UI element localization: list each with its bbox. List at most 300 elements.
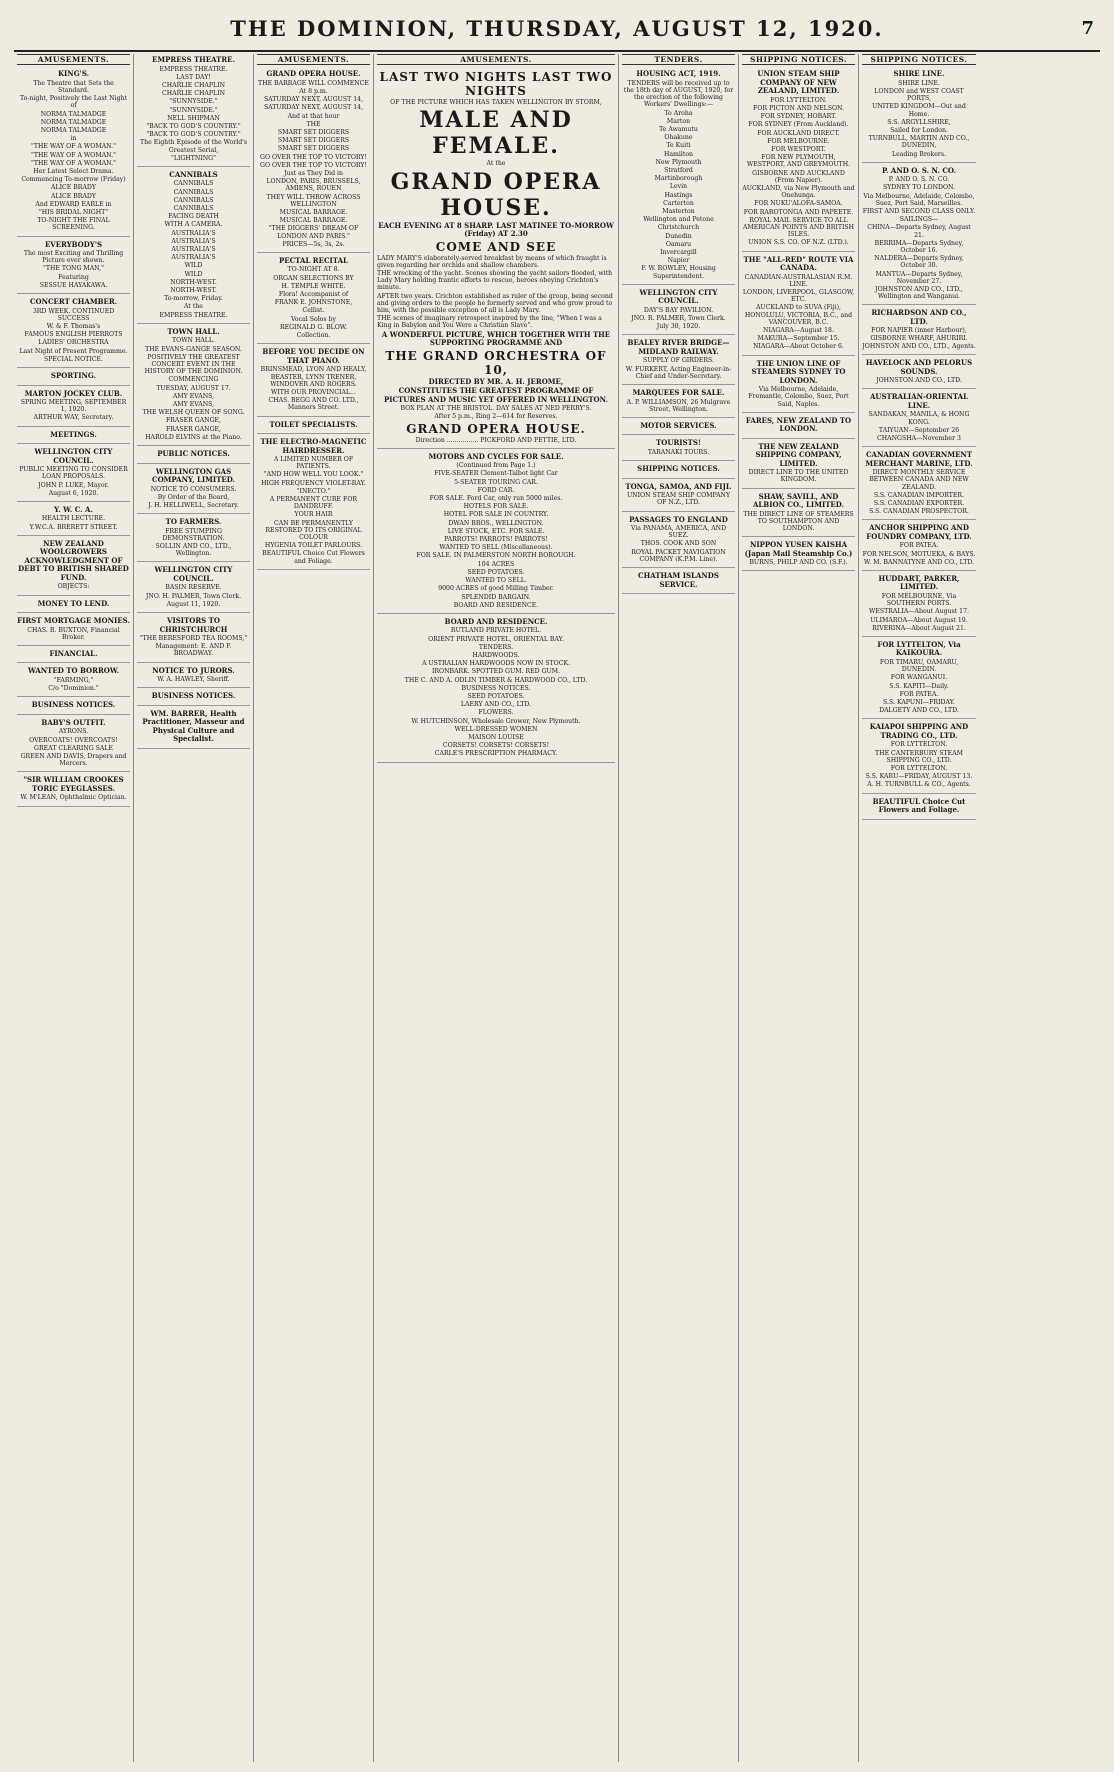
ad-line: JNO. R. PALMER, Town Clerk.	[631, 314, 726, 322]
ad-paragraph: AFTER two years. Crichton established as ruler of the group, being second and giving orders to the people he formerly served and who grow proud to him, with the possible exception of all is Lady Mary.	[377, 292, 613, 315]
ad-line: AUSTRALIA'S	[171, 237, 216, 245]
ad-line: CORSETS! CORSETS! CORSETS!	[442, 742, 550, 750]
ad-line: AUSTRALIA'S	[171, 246, 216, 254]
ad-line: GO OVER THE TOP TO VICTORY!	[260, 153, 367, 161]
advertisement	[622, 481, 735, 512]
ad-heading: TOILET SPECIALISTS.	[269, 419, 358, 429]
ad-line: GISBORNE AND AUCKLAND (From Napier).	[752, 169, 845, 184]
ad-heading: SHAW, SAVILL, AND ALBION CO., LIMITED.	[752, 491, 845, 510]
ad-line: After 5 p.m., Ring 2—614 for Reserves.	[434, 413, 558, 421]
ad-heading: NIPPON YUSEN KAISHA (Japan Mail Steamship Co.)	[744, 540, 853, 558]
ad-line: SANDAKAN, MANILA, & HONG KONG.	[868, 411, 970, 426]
advertisement	[257, 419, 370, 435]
ad-heading: WELLINGTON CITY COUNCIL.	[154, 565, 233, 583]
ad-line: Hamilton	[663, 150, 694, 158]
ad-heading: EVERYBODY'S	[44, 239, 103, 249]
ad-line: To-night, Positively the Last Night of	[20, 95, 127, 110]
advertisement	[862, 522, 976, 571]
advertisement	[17, 239, 130, 295]
ad-line: 5-SEATER TOURING CAR.	[454, 478, 538, 486]
ad-heading: GRAND OPERA HOUSE.	[266, 69, 361, 79]
advertisement	[862, 573, 976, 637]
ad-heading: THE ELECTRO-MAGNETIC HAIRDRESSER.	[260, 437, 367, 455]
ad-line: CHARLIE CHAPLIN	[161, 90, 226, 98]
advertisement	[17, 699, 130, 715]
ad-line: "HIS BRIDAL NIGHT"	[38, 208, 109, 216]
ad-line: W. FURKERT, Acting Engineer-in-Chief and Under-Secretary.	[625, 365, 732, 380]
ad-line: Napier	[667, 257, 690, 265]
ad-line: NORMA TALMADGE	[40, 118, 107, 126]
showtimes: EACH EVENING AT 8 SHARP. LAST MATINEE TO-MORROW (Friday) AT 2.30	[378, 220, 614, 239]
advertisement	[622, 337, 735, 385]
section-heading: AMUSEMENTS.	[17, 54, 130, 65]
advertisement	[17, 598, 130, 614]
ad-line: SPLENDID BARGAIN.	[461, 593, 531, 601]
ad-line: Featuring	[58, 273, 89, 281]
ad-line: FOR LYTTELTON.	[890, 741, 948, 749]
ad-line: SMART SET DIGGERS	[277, 128, 350, 136]
ad-line: Marton	[666, 117, 691, 125]
ad-line: At the	[184, 303, 203, 311]
ad-line: FOR MELBOURNE, Via SOUTHERN PORTS.	[881, 592, 957, 608]
column-6	[739, 54, 859, 1762]
ad-line: FOR SALE. IN PALMERSTON NORTH BOROUGH.	[416, 552, 576, 560]
ad-line: ORGAN SELECTIONS BY	[273, 274, 354, 282]
section-heading: SHIPPING NOTICES.	[862, 54, 976, 65]
ad-line: Hastings	[664, 191, 693, 199]
advertisement	[17, 429, 130, 445]
ad-line: SEED POTATOES.	[467, 568, 525, 576]
ad-line: DAY'S BAY PAVILION.	[643, 306, 714, 314]
ad-line: HIGH FREQUENCY VIOLET-RAY.	[261, 479, 366, 487]
ad-line: Levin	[669, 183, 688, 191]
ad-line: The most Exciting and Thrilling Picture ever shown.	[23, 250, 124, 265]
ad-line: UNITED KINGDOM—Out and Home.	[872, 103, 966, 118]
ad-line: CANNIBALS	[173, 188, 214, 196]
ad-heading: FOR LYTTELTON, Via KAIKOURA.	[877, 639, 961, 658]
ad-line: "BACK TO GOD'S COUNTRY."	[146, 122, 241, 130]
advertisement	[862, 639, 976, 719]
ad-line: WANTED TO SELL.	[465, 577, 527, 585]
call-to-action: COME AND SEE	[435, 239, 557, 254]
ad-line: LONDON, PARIS, BRUSSELS, AMIENS, ROUEN	[266, 178, 361, 193]
ad-heading: EMPRESS THEATRE.	[152, 55, 235, 64]
ad-line: FOR LYTTELTON.	[770, 96, 827, 104]
advertisement	[622, 420, 735, 436]
ad-line: (Continued from Page 1.)	[456, 462, 536, 470]
ad-line: FOR SALE. Ford Car, only run 5000 miles.	[429, 495, 563, 503]
ad-line: HAROLD ELVINS at the Piano.	[145, 433, 242, 441]
ad-line: BASIN RESERVE.	[165, 584, 222, 592]
ad-heading: PUBLIC NOTICES.	[157, 449, 230, 459]
ad-paragraph: THE scenes of imaginary retrospect inspired by the line, "When I was a King in Babylon and You Were a Christian Slave".	[377, 315, 602, 330]
ad-heading: WM. BARRER, Health Practitioner, Masseur and Physical Culture and Specialist.	[142, 708, 245, 744]
ad-line: NORMA TALMADGE	[40, 110, 107, 118]
ad-line: FOR NAPIER (inner Harbour), GISBORNE WHARF, AHURIRI.	[870, 327, 968, 342]
ad-line: New Plymouth	[655, 158, 702, 166]
ad-heading: P. AND O. S. N. CO.	[881, 165, 957, 175]
ad-line: "THE DIGGERS' DREAM OF LONDON AND PARIS."	[268, 225, 359, 240]
section-heading: AMUSEMENTS.	[377, 54, 615, 65]
page-number: 7	[1081, 18, 1094, 39]
ad-line: FOR LYTTELTON.	[890, 764, 948, 772]
ad-line: SESSUE HAYAKAWA.	[39, 281, 108, 289]
ad-line: W. A. HAWLEY, Sheriff.	[157, 676, 230, 684]
ad-line: GREAT CLEARING SALE	[34, 744, 113, 752]
ad-line: PUBLIC MEETING TO CONSIDER LOAN PROPOSALS.	[19, 466, 128, 481]
ad-heading: TO FARMERS.	[165, 517, 222, 527]
ad-line: FOR PATEA.	[899, 690, 939, 698]
advertisement	[742, 415, 855, 439]
ad-line: And at that hour	[287, 112, 340, 120]
ad-line: RUTLAND PRIVATE HOTEL.	[450, 627, 542, 635]
ad-line: ROYAL MAIL SERVICE TO ALL AMERICAN POINTS AND BRITISH ISLES.	[742, 216, 855, 239]
ad-line: Y.W.C.A. BRERETT STREET.	[29, 523, 118, 531]
ad-heading: TOWN HALL.	[167, 326, 220, 336]
ad-line: A LIMITED NUMBER OF PATIENTS.	[273, 456, 354, 471]
ad-heading: MOTORS AND CYCLES FOR SALE.	[428, 451, 564, 461]
ad-line: "THE TONG MAN,"	[42, 265, 104, 273]
advertisement	[622, 514, 735, 569]
ad-line: MUSICAL BARRAGE.	[279, 217, 348, 225]
ad-line: DIRECT LINE TO THE UNITED KINGDOM.	[748, 469, 849, 484]
ad-line: THE DIRECT LINE OF STEAMERS TO SOUTHAMPTON AND LONDON.	[743, 510, 854, 533]
advertisement	[257, 255, 370, 344]
ad-subtitle: OF THE PICTURE WHICH HAS TAKEN WELLINGTON BY STORM,	[390, 99, 602, 107]
newspaper-columns	[14, 54, 1100, 1762]
ad-line: NORTH-WEST.	[170, 287, 217, 295]
ad-line: MAKURA—September 15.	[757, 335, 840, 343]
advertisement	[742, 358, 855, 413]
ad-line: in	[70, 135, 77, 143]
ad-line: OVERCOATS! OVERCOATS!	[29, 736, 118, 744]
ad-line: BURNS, PHILP AND CO. (S.F.).	[749, 559, 848, 567]
advertisement	[137, 708, 250, 749]
ad-heading: FINANCIAL.	[49, 648, 98, 658]
ad-line: SPRING MEETING, SEPTEMBER 1, 1920.	[20, 399, 127, 414]
ad-line: GREEN AND DAVIS, Drapers and Mercers.	[20, 752, 127, 768]
ad-line: "THE WAY OF A WOMAN."	[30, 159, 116, 167]
ad-line: DALGETY AND CO., LTD.	[879, 707, 959, 715]
column-4	[374, 54, 619, 1762]
advertisement	[742, 68, 855, 251]
ad-heading: WANTED TO BORROW.	[27, 666, 120, 676]
advertisement	[17, 538, 130, 596]
ad-heading: MOTOR SERVICES.	[640, 420, 717, 430]
advertisement	[622, 463, 735, 479]
ad-line: July 30, 1920.	[656, 323, 701, 331]
ad-line: TURNBULL, MARTIN AND CO., DUNEDIN,	[868, 135, 970, 150]
ad-line: Just as They Did in	[284, 169, 343, 177]
ad-line: Dunedin	[665, 232, 692, 240]
ad-line: THE C. AND A. ODLIN TIMBER & HARDWOOD CO., LTD.	[404, 676, 588, 684]
ad-heading: THE "ALL-RED" ROUTE VIA CANADA.	[743, 254, 854, 273]
ad-line: TOWN HALL.	[172, 337, 215, 345]
advertisement	[17, 446, 130, 502]
ad-line: FOR NEW PLYMOUTH, WESTPORT, AND GREYMOUTH.	[746, 154, 851, 169]
ad-line: Via Melbourne, Adelaide, Fremantle, Colombo, Suez, Port Said, Naples.	[748, 386, 849, 408]
ad-heading: BUSINESS NOTICES.	[151, 691, 236, 701]
ad-line: SEED POTATOES.	[467, 693, 525, 701]
column-7	[859, 54, 979, 1762]
ad-heading: KING'S.	[57, 69, 90, 79]
ad-line: MUSICAL BARRAGE.	[279, 208, 348, 216]
ad-heading: SHIRE LINE.	[893, 69, 945, 79]
ad-line: FOR NUKU'ALOFA-SAMOA.	[754, 200, 843, 208]
ad-line: "THE WAY OF A WOMAN."	[30, 151, 116, 159]
advertisement	[862, 796, 976, 820]
ad-line: ARTHUR WAY, Secretary.	[33, 414, 114, 422]
ad-line: SMART SET DIGGERS	[277, 145, 350, 153]
ad-line: Carterton	[663, 199, 694, 207]
advertisement	[742, 491, 855, 538]
ad-line: Masterton	[662, 207, 695, 215]
ad-heading: SHIPPING NOTICES.	[637, 464, 720, 474]
ad-line: SHIRE LINE.	[898, 79, 940, 87]
ad-line: Collection.	[296, 332, 331, 340]
ad-line: By Order of the Board,	[157, 493, 230, 501]
ad-heading: MEETINGS.	[50, 429, 97, 439]
ad-heading: HUDDART, PARKER, LIMITED.	[878, 573, 960, 592]
ad-heading: FIRST MORTGAGE MONIES.	[17, 616, 130, 626]
ad-line: SYDNEY TO LONDON.	[882, 184, 956, 192]
ad-heading: MARQUEES FOR SALE.	[632, 388, 725, 397]
ad-line: SMART SET DIGGERS	[277, 137, 350, 145]
advertisement	[742, 539, 855, 571]
advertisement	[137, 54, 250, 167]
ad-line: Flora! Accompanist of	[278, 291, 349, 299]
ad-line: S.S. KARU—FRIDAY, AUGUST 13.	[865, 773, 973, 781]
advertisement	[862, 68, 976, 163]
ad-line: Oamaru	[665, 240, 692, 248]
advertisement	[17, 648, 130, 664]
ad-paragraph: THE wrecking of the yacht. Scenes showing the yacht sailors flooded, with Lady Mary holding frantic efforts to rescue, heroes obeying Crichton's minute.	[377, 270, 613, 292]
ad-line: TO-NIGHT THE FINAL SCREENING.	[37, 217, 110, 232]
ad-line: AUCKLAND, via New Plymouth and Onehunga.	[742, 184, 855, 200]
ad-line: GO OVER THE TOP TO VICTORY!	[260, 161, 367, 169]
ad-line: S.S. CANADIAN PROSPECTOR.	[869, 508, 969, 516]
ad-line: WESTRALIA—About August 17.	[868, 608, 970, 616]
ad-line: W. M. BANNATYNE AND CO., LTD.	[863, 558, 975, 566]
ad-line: THE CANTERBURY STEAM SHIPPING CO., LTD.	[875, 749, 963, 764]
ad-line: AMY EVANS,	[172, 392, 215, 400]
ad-line: CHINA—Departs Sydney, August 21.	[867, 224, 971, 239]
ad-line: S.S. ARGYLLSHIRE,	[887, 118, 951, 126]
ad-line: Management: E. AND F. BROADWAY.	[155, 643, 232, 658]
ad-line: P. AND O. S. N. CO.	[888, 176, 950, 184]
ad-line: SOLLIN AND CO., LTD., Wellington.	[155, 543, 232, 558]
advertisement	[622, 387, 735, 418]
ad-line: Cellist.	[302, 307, 325, 315]
ad-line: FRASER GANGE,	[165, 417, 222, 425]
section-heading: SHIPPING NOTICES.	[742, 54, 855, 65]
ad-line: Commencing To-morrow (Friday)	[21, 176, 126, 184]
ad-line: OBJECTS:	[57, 583, 90, 591]
ad-line: HOTEL FOR SALE IN COUNTRY.	[443, 511, 549, 519]
ad-heading: VISITORS TO CHRISTCHURCH	[159, 616, 228, 634]
advertisement	[17, 504, 130, 536]
ad-line: WILD	[184, 262, 203, 270]
ad-line: Wellington and Petone	[643, 216, 714, 224]
ad-line: "THE BERESFORD TEA ROOMS,"	[139, 635, 248, 643]
ad-line: CHAS. BEGG AND CO. LTD., Manners Street.	[268, 397, 359, 412]
ad-line: NELL SHIPMAN	[167, 114, 220, 122]
ad-line: HEALTH LECTURE.	[41, 515, 106, 523]
ad-line: FREE STUMPING DEMONSTRATION.	[162, 527, 225, 542]
ad-line: SATURDAY NEXT, AUGUST 14,	[263, 96, 364, 104]
ad-line: C/o "Dominion."	[48, 685, 99, 693]
ad-line: And EDWARD EARLE in	[35, 200, 112, 208]
advertisement	[137, 448, 250, 464]
ad-heading: RICHARDSON AND CO., LTD.	[871, 308, 967, 326]
ad-heading: BEAUTIFUL Choice Cut Flowers and Foliage.	[872, 796, 966, 815]
ad-heading: WELLINGTON GAS COMPANY, LIMITED.	[152, 466, 235, 485]
advertisement	[17, 615, 130, 646]
ad-line: AYRONS.	[58, 728, 89, 736]
ad-line: THE EVANS-GANGE SEASON.	[145, 345, 242, 353]
ad-line: 9000 ACRES of good Milling Timber.	[438, 585, 554, 593]
ad-heading: HOUSING ACT, 1919.	[636, 69, 721, 79]
ad-line: To Aroha	[664, 109, 693, 117]
ad-heading: AUSTRALIAN-ORIENTAL LINE.	[869, 392, 969, 410]
ad-line: BRINSMEAD, LYON AND HEALY, BEASTER, LYNN TRENER, WINDOVER AND ROGERS.	[260, 366, 367, 388]
ad-line: THEY WILL THROW ACROSS WELLINGTON	[266, 193, 361, 208]
ad-line: HYGENIA TOILET PARLOURS.	[264, 542, 363, 550]
venue-title: GRAND OPERA HOUSE.	[390, 168, 602, 221]
ad-line: LONDON and WEST COAST PORTS,	[874, 87, 964, 103]
section-heading: TENDERS.	[622, 54, 735, 65]
ad-line: SATURDAY NEXT, AUGUST 14,	[263, 104, 364, 112]
ad-line: CHANGSHA—November 3	[877, 434, 961, 442]
ad-line: SUPPLY OF GIRDERS.	[642, 357, 715, 365]
ad-heading: BEALEY RIVER BRIDGE—MIDLAND RAILWAY.	[627, 338, 730, 356]
ad-line: PRICES—5s, 3s, 2s.	[282, 240, 345, 248]
ad-line: F. W. ROWLEY, Housing Superintendent.	[641, 265, 716, 280]
ad-line: A. H. TURNBULL & CO., Agents.	[867, 781, 971, 789]
ad-line: Leading Brokers.	[891, 150, 947, 158]
ad-heading: CANADIAN GOVERNMENT MERCHANT MARINE, LTD.	[865, 450, 973, 468]
ad-line: WILD	[184, 270, 203, 278]
advertisement	[622, 570, 735, 594]
ad-line: "SUNNYSIDE."	[169, 106, 218, 114]
ad-line: W. & F. Thomas's	[46, 322, 101, 330]
ad-line: AMY EVANS,	[172, 401, 215, 409]
ad-line: ROYAL PACKET NAVIGATION COMPANY (K.P.M. Line).	[631, 548, 726, 563]
advertisement	[17, 68, 130, 236]
ad-line: "BACK TO GOD'S COUNTRY."	[146, 131, 241, 139]
ad-line: TUESDAY, AUGUST 17.	[156, 384, 231, 392]
ad-footer: GRAND OPERA HOUSE.	[406, 421, 586, 436]
advertisement	[622, 68, 735, 285]
advertisement	[257, 436, 370, 570]
advertisement	[137, 665, 250, 689]
advertisement	[742, 254, 855, 356]
ad-line: A PERMANENT CURE FOR DANDRUFF.	[269, 496, 358, 511]
ad-heading: KAIAPOI SHIPPING AND TRADING CO., LTD.	[869, 722, 969, 740]
ad-line: WITH OUR PROVINCIAL...	[271, 388, 356, 396]
advertisement	[862, 449, 976, 520]
ad-heading: WELLINGTON CITY COUNCIL.	[34, 447, 113, 465]
advertisement	[17, 774, 130, 806]
ad-line: S.S. CANADIAN EXPORTER.	[873, 499, 965, 507]
ad-line: THOS. COOK AND SON	[640, 540, 717, 548]
ad-line: TARANAKI TOURS.	[647, 448, 710, 456]
ad-line: COMMENCING	[168, 376, 219, 384]
ad-line: AUSTRALIA'S	[171, 229, 216, 237]
ad-heading: PECTAL RECITAL	[279, 255, 348, 265]
ad-line: J. H. HELLIWELL, Secretary.	[148, 501, 239, 509]
ad-line: "LIGHTNING"	[171, 154, 216, 162]
ad-paragraph: LADY MARY'S elaborately-served breakfast by means of which fraught is given regarding her orchids and shallow chambers.	[377, 254, 607, 269]
advertisement	[862, 721, 976, 793]
ad-line: Last Night of Present Programme.	[19, 347, 128, 355]
ad-line: FOR PATEA.	[899, 542, 939, 550]
ad-heading: "SIR WILLIAM CROOKES TORIC EYEGLASSES.	[23, 775, 124, 793]
ad-line: August 6, 1920.	[48, 489, 99, 497]
ad-line: THE BARRAGE WILL COMMENCE	[258, 79, 369, 87]
ad-heading: CONCERT CHAMBER.	[29, 297, 118, 307]
ad-line: CANADIAN-AUSTRALASIAN R.M. LINE.	[744, 273, 853, 288]
ad-line: W. M'LEAN, Ophthalmic Optician.	[20, 794, 127, 802]
ad-line: "FARMING,"	[53, 676, 94, 684]
ad-line: FRASER GANGE,	[165, 425, 222, 433]
ad-line: LAERY AND CO., LTD.	[460, 701, 532, 709]
newspaper-title: THE DOMINION, THURSDAY, AUGUST 12, 1920.	[230, 16, 884, 41]
ad-line: FOR SYDNEY, HOBART.	[760, 113, 837, 121]
advertisement	[622, 287, 735, 336]
ad-heading: MARTON JOCKEY CLUB.	[24, 388, 123, 398]
ad-line: BEAUTIFUL Choice Cut Flowers and Foliage.	[262, 550, 365, 565]
ad-line: NOTICE TO CONSUMERS.	[150, 485, 237, 493]
ad-line: FOR MELBOURNE.	[767, 137, 830, 145]
advertisement	[137, 466, 250, 515]
ad-line: A WONDERFUL PICTURE, WHICH TOGETHER WITH THE SUPPORTING PROGRAMME AND	[381, 329, 611, 348]
ad-heading: PASSAGES TO ENGLAND	[629, 514, 728, 524]
ad-line: CANNIBALS	[173, 180, 214, 188]
advertisement	[862, 165, 976, 306]
ad-line: ALICE BRADY	[51, 192, 96, 200]
ad-line: FOR AUCKLAND DIRECT.	[757, 129, 840, 137]
ad-line: THE	[306, 120, 321, 128]
ad-line: S.S. KAPUNI—FRIDAY.	[883, 698, 955, 706]
ad-line: REGINALD G. BLOW.	[279, 323, 348, 331]
ad-line: DIRECTED BY MR. A. H. JEROME,	[428, 376, 564, 386]
ad-line: NORMA TALMADGE	[40, 126, 107, 134]
ad-line: AUSTRALIA'S	[171, 254, 216, 262]
ad-line: Te Kuiti	[666, 142, 691, 150]
ad-line: The Eighth Episode of the World's Greatest Serial,	[139, 139, 248, 154]
advertisement	[17, 665, 130, 697]
ad-line: HARDWOODS.	[472, 652, 520, 660]
column-2	[134, 54, 254, 1762]
ad-line: POSITIVELY THE GREATEST CONCERT EVENT IN THE HISTORY OF THE DOMINION.	[144, 353, 243, 376]
ad-line: CAN BE PERMANENTLY RESTORED TO ITS ORIGINAL COLOUR	[265, 519, 362, 542]
ad-line: Martinborough	[654, 175, 703, 183]
ad-heading: NEW ZEALAND WOOLGROWERS ACKNOWLEDGMENT OF DEBT TO BRITISH SHARED FUND.	[18, 538, 129, 582]
ad-line: Stratford	[664, 166, 693, 174]
ad-line: FIRST AND SECOND CLASS ONLY.	[862, 208, 976, 216]
ad-line: JNO. H. PALMER, Town Clerk.	[145, 592, 242, 600]
ad-line: FOR SYDNEY (From Auckland).	[748, 121, 849, 129]
ad-line: WITH A CAMERA.	[164, 221, 223, 229]
box-plan: BOX PLAN AT THE BRISTOL. DAY SALES AT NED PERRY'S.	[400, 405, 592, 413]
ad-heading: BEFORE YOU DECIDE ON THAT PIANO.	[262, 347, 365, 365]
ad-line: UNION STEAM SHIP COMPANY OF N.Z., LTD.	[626, 492, 731, 507]
ad-line: To-morrow, Friday.	[164, 295, 223, 303]
ad-line: TO-NIGHT AT 8.	[287, 266, 340, 274]
ad-line: MANTUA—Departs Sydney, November 27.	[875, 270, 963, 285]
ad-line: Vocal Solos by	[291, 315, 336, 323]
